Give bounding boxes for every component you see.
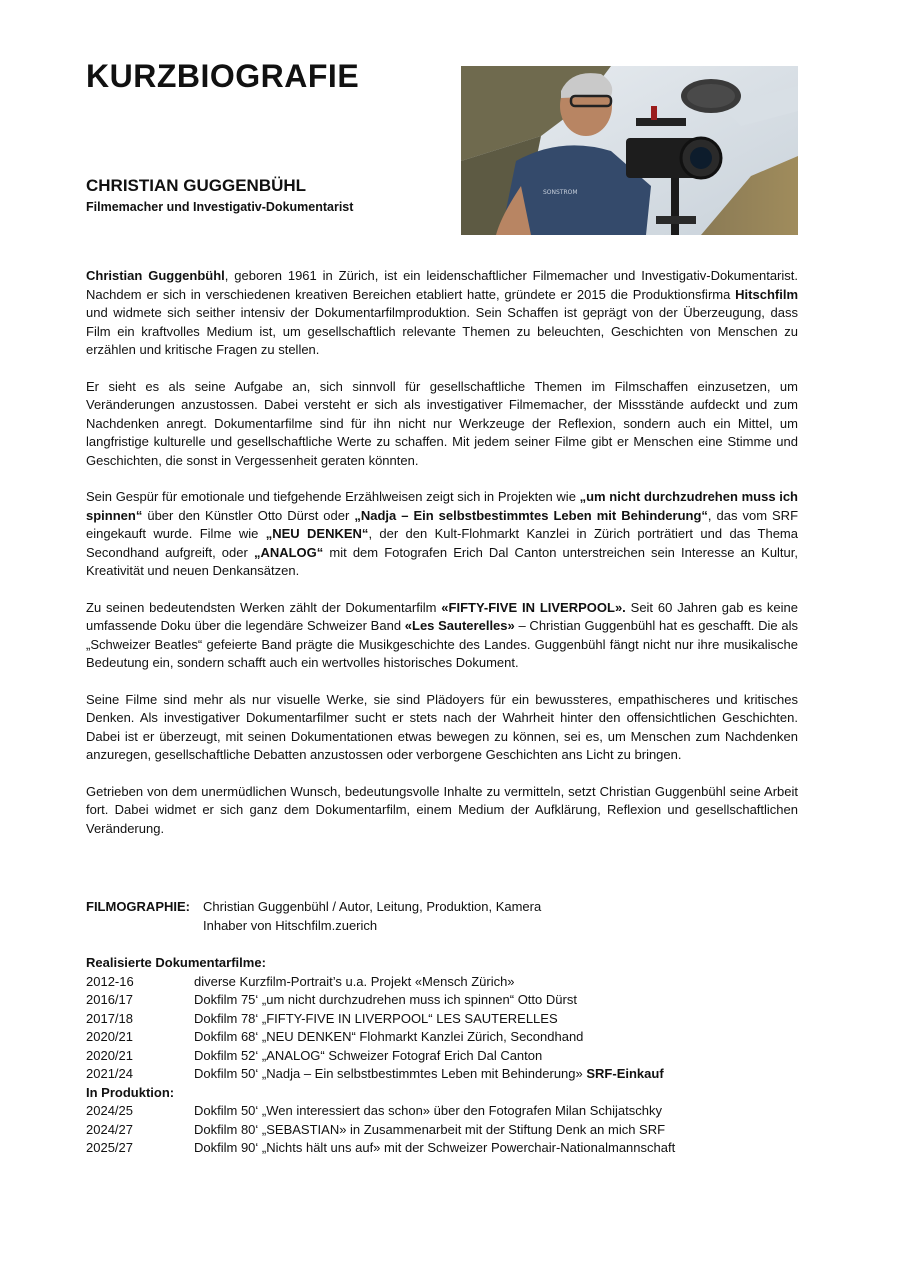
realized-heading: Realisierte Dokumentarfilme: — [86, 955, 266, 970]
film-row — [86, 973, 798, 992]
person-role: Filmemacher und Investigativ-Dokumentarist — [86, 200, 354, 214]
film-title: „Nadja – Ein selbstbestimmtes Leben mit Behinderung“ — [354, 507, 708, 523]
film-description: Dokfilm 50‘ „Wen interessiert das schon» über den Fotografen Milan Schijatschky — [194, 1103, 662, 1118]
biography-paragraph-6: Getrieben von dem unermüdlichen Wunsch, bedeutungsvolle Inhalte zu vermitteln, setzt Christian Guggenbühl seine Arbeit fort. Dabei widmet er sich ganz dem Dokumentarfilm, einem Medium der Aufklärung, Reflexion und gesellschaftlichen Veränderung. — [86, 783, 798, 836]
production-heading: In Produktion: — [86, 1084, 175, 1100]
credit-line: Christian Guggenbühl / Autor, Leitung, Produktion, Kamera — [203, 899, 542, 914]
film-year: 2016/17 — [86, 992, 133, 1007]
realized-list — [86, 973, 798, 1084]
film-title: „um nicht durchzudrehen muss ich spinnen“ — [86, 489, 799, 523]
film-year: 2012-16 — [86, 973, 134, 989]
film-year: 2020/21 — [86, 1029, 133, 1044]
shirt-text: SONSTROM — [543, 189, 578, 196]
filmography — [86, 898, 798, 1158]
film-title: „NEU DENKEN“ — [265, 526, 369, 541]
biography-paragraph-2: Er sieht es als seine Aufgabe an, sich sinnvoll für gesellschaftliche Themen im Filmschaffen einzusetzen, um Veränderungen anzustossen. Dabei versteht er sich als investigativer Filmemacher, der Missstände aufdeckt und zum Nachdenken anregt. Dokumentarfilme sind für ihn nicht nur Werkzeuge der Reflexion, sondern auch ein Mittel, um langfristige kulturelle und gesellschaftliche Werte zu schaffen. Mit jedem seiner Filme gibt er Menschen eine Stimme und Geschichten, die sonst in Vergessenheit geraten könnten. — [86, 378, 798, 468]
filmography-label: FILMOGRAPHIE: — [86, 899, 190, 914]
filmography-header — [86, 898, 798, 935]
film-description: Dokfilm 78‘ „FIFTY-FIVE IN LIVERPOOL“ LES SAUTERELLES — [194, 1010, 558, 1026]
film-row — [86, 1102, 798, 1121]
film-row — [86, 991, 798, 1010]
person-name: CHRISTIAN GUGGENBÜHL — [86, 176, 307, 195]
film-year: 2024/25 — [86, 1103, 133, 1118]
portrait-photo — [461, 66, 798, 235]
biography-text — [86, 267, 798, 856]
film-row — [86, 1139, 798, 1158]
credit-line: Inhaber von Hitschfilm.zuerich — [203, 917, 378, 933]
film-row — [86, 1121, 798, 1140]
film-year: 2020/21 — [86, 1047, 133, 1063]
srf-purchase-note: SRF-Einkauf — [586, 1066, 664, 1081]
film-row — [86, 1065, 798, 1084]
film-year: 2024/27 — [86, 1121, 133, 1137]
film-year: 2021/24 — [86, 1066, 133, 1081]
film-row — [86, 1047, 798, 1066]
biography-paragraph-1: Christian Guggenbühl, geboren 1961 in Zürich, ist ein leidenschaftlicher Filmemacher und Investigativ-Dokumentarist. Nachdem er sich in verschiedenen kreativen Bereichen etabliert hatte, gründete er 2015 die Produktionsfirma Hitschfilm und widmete sich seither intensiv der Dokumentarfilmproduktion. Sein Schaffen ist geprägt von der Überzeugung, dass Film ein kraftvolles Medium ist, um gesellschaftlich relevante Themen zu beleuchten, Geschichten von Menschen zu erzählen und kritische Fragen zu stellen. — [86, 268, 798, 357]
film-title: „ANALOG“ — [253, 544, 324, 560]
film-row — [86, 1010, 798, 1029]
biography-paragraph-3: Sein Gespür für emotionale und tiefgehende Erzählweisen zeigt sich in Projekten wie „um nicht durchzudrehen muss ich spinnen“ über den Künstler Otto Dürst oder „Nadja – Ein selbstbestimmtes Leben mit Behinderung“, das vom SRF eingekauft wurde. Filme wie „NEU DENKEN“, der den Kult-Flohmarkt Kanzlei in Zürich porträtiert und das Thema Secondhand aufgreift, oder „ANALOG“ mit dem Fotografen Erich Dal Canton unterstreichen sein Interesse an Kultur, Kreativität und neuen Denkansätzen. — [86, 489, 799, 578]
film-description: Dokfilm 68‘ „NEU DENKEN“ Flohmarkt Kanzlei Zürich, Secondhand — [194, 1029, 584, 1044]
film-description: diverse Kurzfilm-Portrait’s u.a. Projekt «Mensch Zürich» — [194, 973, 515, 989]
production-list — [86, 1102, 798, 1158]
film-row — [86, 1028, 798, 1047]
film-description: Dokfilm 90‘ „Nichts hält uns auf» mit der Schweizer Powerchair-Nationalmannschaft — [194, 1140, 676, 1155]
film-description: Dokfilm 75‘ „um nicht durchzudrehen muss ich spinnen“ Otto Dürst — [194, 992, 577, 1007]
bold-name: Christian Guggenbühl — [86, 268, 225, 283]
bold-company: Hitschfilm — [735, 286, 798, 302]
film-year: 2017/18 — [86, 1010, 133, 1026]
portrait-photo-icon — [461, 66, 798, 235]
film-title: «FIFTY-FIVE IN LIVERPOOL». — [441, 599, 626, 615]
film-description: Dokfilm 80‘ „SEBASTIAN» in Zusammenarbeit mit der Stiftung Denk an mich SRF — [194, 1121, 666, 1137]
document-title: KURZBIOGRAFIE — [86, 58, 360, 94]
film-description: Dokfilm 52‘ „ANALOG“ Schweizer Fotograf Erich Dal Canton — [194, 1047, 543, 1063]
film-description: Dokfilm 50‘ „Nadja – Ein selbstbestimmtes Leben mit Behinderung» — [194, 1066, 587, 1081]
biography-paragraph-5: Seine Filme sind mehr als nur visuelle Werke, sie sind Plädoyers für ein bewussteres, empathischeres und kritisches Denken. Als investigativer Dokumentarfilmer sucht er stets nach der Wahrheit hinter den offensichtlichen Geschichten. Dabei ist er überzeugt, mit seinen Dokumentationen etwas bewegen zu können, sei es, um Menschen zum Nachdenken anzuregen, gesellschaftliche Debatten anzustossen oder verborgene Geschichten ans Licht zu bringen. — [86, 691, 798, 762]
filmography-credit — [203, 898, 541, 935]
band-name: «Les Sauterelles» — [404, 618, 515, 633]
biography-paragraph-4: Zu seinen bedeutendsten Werken zählt der Dokumentarfilm «FIFTY-FIVE IN LIVERPOOL». Seit 60 Jahren gab es keine umfassende Doku über die legendäre Schweizer Band «Les Sauterelles» – Christian Guggenbühl hat es geschafft. Die als „Schweizer Beatles“ gefeierte Band prägte die Musikgeschichte des Landes. Guggenbühl fängt nicht nur ihre musikalische Bedeutung ein, sondern schafft auch ein wertvolles historisches Dokument. — [86, 599, 799, 670]
film-year: 2025/27 — [86, 1140, 133, 1155]
